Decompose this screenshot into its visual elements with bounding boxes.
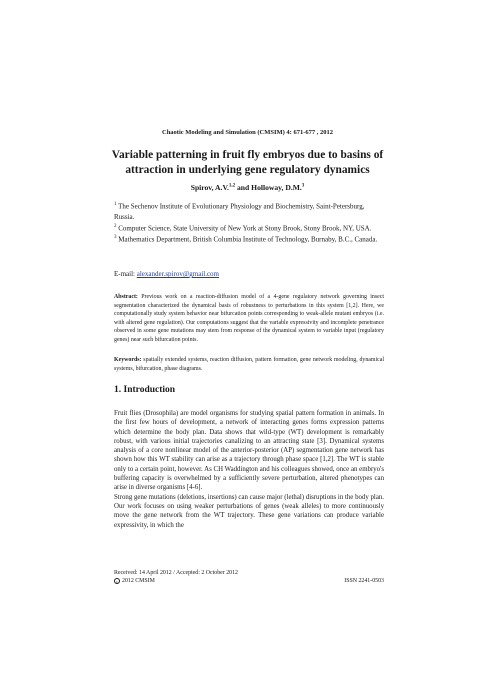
affiliation-3 xyxy=(114,233,384,245)
affiliation-number: 1 xyxy=(114,202,117,207)
keywords xyxy=(114,356,384,373)
author-conjunction: and xyxy=(235,183,252,192)
author-2-affiliation-mark: 3 xyxy=(301,183,305,189)
author-2: Holloway, D.M. xyxy=(251,183,302,192)
body-text xyxy=(114,409,384,530)
abstract-text: Previous work on a reaction-diffusion model of a 4-gene regulatory network governing insect segmentation characterized the dynamical basis of robustness to perturbations in this system [1,2]. Here, we computationally study system behavior near bifurcation points corresponding to weak-allele mutant embryos (i.e. with altered gene regulation). Our computations suggest that the variable expressivity and incomplete penetrance observed in some gene mutations may stem from response of the dynamical system to variable input (regulatory genes) near such bifurcation points. xyxy=(114,294,384,343)
affiliation-2 xyxy=(114,222,384,234)
affiliation-text: Computer Science, State University of New York at Stony Brook, Stony Brook, NY, USA. xyxy=(118,224,372,233)
copyright-text: 2012 CMSIM xyxy=(122,578,155,585)
affiliation-1 xyxy=(114,200,384,222)
section-heading: 1. Introduction xyxy=(114,385,176,395)
paragraph: Strong gene mutations (deletions, insertions) can cause major (lethal) disruptions in the body plan. Our work focuses on using weaker perturbations of genes (weak alleles) to more continuously move the gene network from the WT trajectory. These gene variations can produce variable expressivity, in which the xyxy=(114,493,384,529)
keywords-text: spatially extended systems, reaction diffusion, pattern formation, gene network modeling, dynamical systems, bifurcation, phase diagrams. xyxy=(114,357,384,372)
journal-header: Chaotic Modeling and Simulation (CMSIM) 4: 671-677 , 2012 xyxy=(162,129,333,136)
abstract xyxy=(114,293,384,345)
footer-row xyxy=(114,577,384,585)
copyright xyxy=(114,577,155,585)
affiliations xyxy=(114,200,384,245)
page-footer xyxy=(114,569,384,586)
paragraph: Fruit flies (Drosophila) are model organisms for studying spatial pattern formation in animals. In the first few hours of development, a network of interacting genes forms expression patterns which determine the body plan. Data shows that wild-type (WT) development is remarkably robust, with various initial trajectories canalizing to an attracting state [3]. Dynamical systems analysis of a core nonlinear model of the anterior-posterior (AP) segmentation gene network has shown how this WT stability can arise as a trajectory through phase space [1,2]. The WT is stable only to a certain point, however. As CH Waddington and his colleagues showed, once an embryo's buffering capacity is overwhelmed by a sufficiently severe perturbation, altered phenotypes can arise in diverse organisms [4-6]. xyxy=(114,410,384,492)
received-dates: Received: 14 April 2012 / Accepted: 2 October 2012 xyxy=(114,570,238,576)
author-line xyxy=(0,183,495,192)
email-link[interactable]: alexander.spirov@gmail.com xyxy=(136,270,220,278)
author-1: Spirov, A.V. xyxy=(190,183,229,192)
affiliation-number: 3 xyxy=(114,235,117,241)
abstract-label: Abstract: xyxy=(114,294,138,300)
copyright-icon: c xyxy=(114,578,120,584)
keywords-label: Keywords: xyxy=(114,357,142,363)
affiliation-text: The Sechenov Institute of Evolutionary Physiology and Biochemistry, Saint-Petersburg, Russia. xyxy=(114,202,365,221)
author-1-affiliation-mark: 1,2 xyxy=(228,183,236,189)
affiliation-text: Mathematics Department, British Columbia Institute of Technology, Burnaby, B.C., Canada. xyxy=(118,235,378,244)
paper-title: Variable patterning in fruit fly embryos due to basins of attraction in underlying gene regulatory dynamics xyxy=(111,149,384,176)
email-label: E-mail: xyxy=(114,270,137,278)
affiliation-number: 2 xyxy=(114,223,117,229)
email-line xyxy=(114,270,219,278)
issn: ISSN 2241-0503 xyxy=(344,578,384,585)
